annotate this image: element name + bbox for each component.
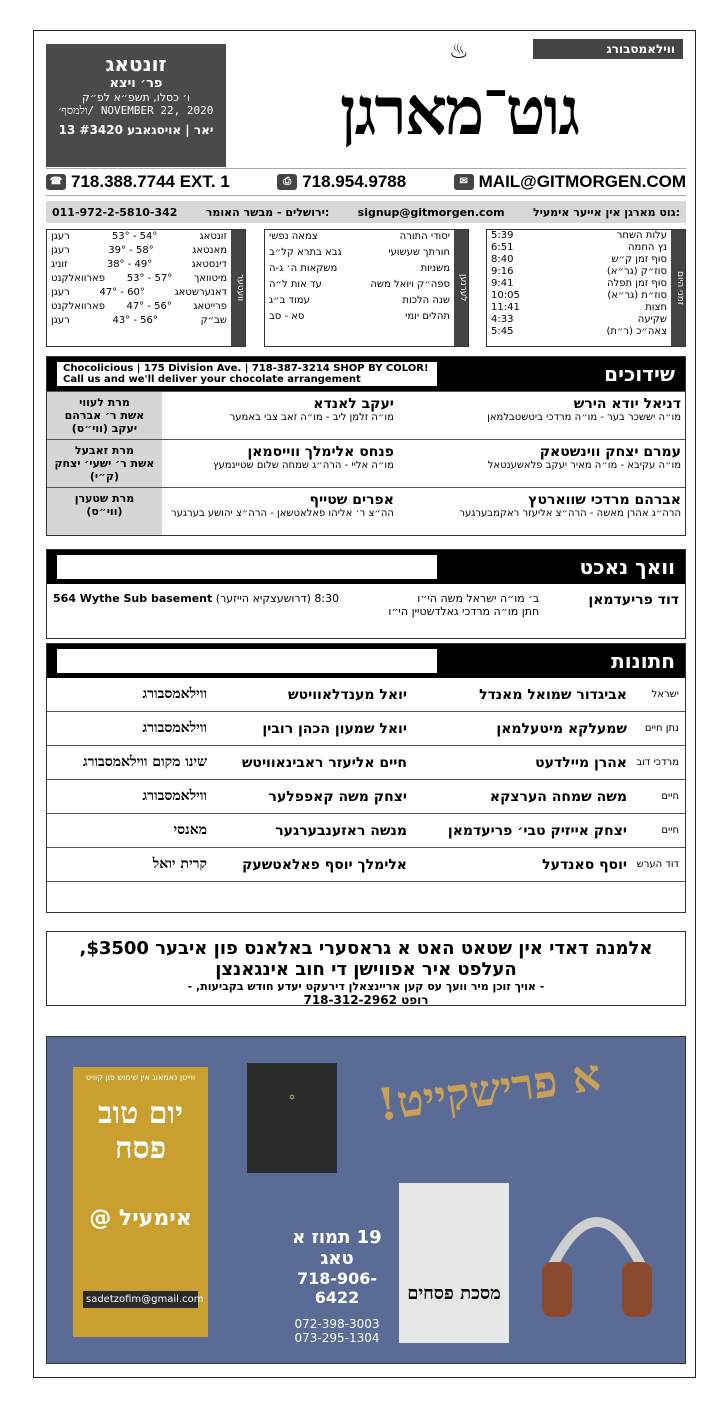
- zman-time: 6:51: [491, 242, 514, 253]
- learning-item: יסודי התורה: [399, 231, 450, 242]
- zmanim-row: [487, 230, 685, 242]
- zman-time: 4:33: [491, 314, 514, 325]
- zman-label: צאה״כ (ר״ת): [606, 326, 667, 337]
- shadchan-name: מרת לעווי: [79, 396, 130, 409]
- section-title: וואך נאכט: [579, 555, 675, 579]
- shadchan-note: אשת ר׳ ישעי׳ יצחק (ק״י): [54, 457, 155, 483]
- zmanim-row: [487, 266, 685, 278]
- israel-number[interactable]: 011-972-2-5810-342: [52, 205, 178, 219]
- chasuna-place: שינו מקום ווילאמסבורג: [82, 754, 207, 770]
- section-title: שידוכים: [604, 362, 675, 386]
- chasuna-chosson: אביגדור שמואל מאנדל: [479, 686, 627, 703]
- phone-contact[interactable]: [46, 172, 230, 192]
- masthead-logo: גוט־מארגן: [339, 72, 579, 150]
- weather-temp: 54° - 53°: [111, 231, 158, 242]
- weather-cond: פארוואלקנט: [51, 301, 105, 312]
- shidduch-row: [47, 439, 685, 487]
- zmanim-row: [487, 278, 685, 290]
- newspaper-page: [33, 30, 696, 1378]
- zman-label: חצות: [645, 302, 667, 313]
- weather-day: פרייטאג: [193, 301, 227, 312]
- english-date: NOVEMBER 22, 2020 /ולמסף׳: [58, 104, 214, 117]
- chasuna-kallah: יצחק משה קאפפלער: [268, 788, 407, 805]
- learning-item: משניות: [420, 263, 450, 274]
- israel-label: ירושלים - מבשר האומר:: [205, 205, 330, 219]
- israel-phone2[interactable]: 073-295-1304: [294, 1331, 380, 1345]
- zman-label: סוז״ת (גר״א): [607, 290, 667, 301]
- chasuna-grandparent: דוד הערש: [636, 859, 679, 870]
- zman-label: סוף זמן ק״ש: [611, 254, 667, 265]
- weather-temp: 60° - 47°: [99, 287, 145, 298]
- chasuna-grandparent: חיים: [661, 825, 679, 836]
- city-name: ווילאמסבורג: [606, 42, 675, 56]
- info-panels: [46, 229, 686, 347]
- zmanim-tab: זמני היום: [671, 230, 685, 346]
- vach-row: [47, 584, 685, 626]
- chasuna-grandparent: נתן חיים: [644, 723, 679, 734]
- signup-bar: [46, 201, 686, 223]
- kallah-family: מו״ה זלמן ליב - מו״ה זאב צבי באמער: [229, 412, 394, 423]
- vach-header: [47, 550, 685, 584]
- learning-item: שנה הלכות: [402, 295, 450, 306]
- zman-label: סוז״ק (גר״א): [606, 266, 667, 277]
- city-banner: [533, 39, 683, 59]
- shidduchim-section: [46, 356, 686, 536]
- email-contact[interactable]: [454, 172, 686, 192]
- learning-value: סא - סב: [269, 311, 305, 322]
- ad-date: 19 תמוז א טאג: [292, 1227, 382, 1269]
- learning-row: [265, 278, 468, 294]
- chocolicious-ad: Chocolicious | 175 Division Ave. | 718-387-3214 SHOP BY COLOR! Call us and we'll deliver your chocolate arrangement: [57, 362, 437, 386]
- chasuna-grandparent: מרדכי דוב: [636, 757, 679, 768]
- weather-row: [47, 244, 245, 258]
- notice-phone[interactable]: רופט 718-312-2962: [303, 993, 429, 1007]
- weather-day: מאנטאג: [192, 245, 227, 256]
- email-icon: ✉: [454, 174, 474, 190]
- notice-line2: העלפט איר אפווישן די חוב אינגאנצן: [215, 959, 517, 980]
- chosson-name: דניאל יודא הירש: [573, 396, 681, 412]
- weather-temp: 56° - 47°: [126, 301, 172, 312]
- shadchan-note: (ווי״ס): [86, 505, 123, 518]
- ad-phone[interactable]: 718-906-6422: [296, 1269, 378, 1307]
- chasuna-row: [47, 746, 685, 780]
- zman-time: 11:41: [491, 302, 520, 313]
- charity-notice: [46, 931, 686, 1006]
- zmanim-row: [487, 254, 685, 266]
- chasuna-row: [47, 814, 685, 848]
- chasuna-chosson: יוסף סאנדעל: [542, 856, 627, 873]
- kallah-name: אפרים שטייף: [309, 492, 394, 508]
- chasuna-place: ווילאמסבורג: [142, 720, 207, 736]
- rabbi-poster: ✡: [247, 1063, 337, 1173]
- learning-tab: לערנען: [454, 230, 468, 346]
- kallah-name: פנחס אלימלך ווייסמאן: [247, 444, 394, 460]
- notice-line3: - אויך זוכן מיר וועך עס קען אריינצאלן דירעקט יעדע חודש בקביעות, -: [187, 980, 545, 993]
- fax-number: 718.954.9788: [302, 172, 407, 191]
- chosson-family: מו״ה עקיבא - מו״ה מאיר יעקב פלאשענטאל: [487, 460, 681, 471]
- chasuna-row: [47, 780, 685, 814]
- chasuna-kallah: מנשה ראזענבערגער: [275, 822, 407, 839]
- zmanim-row: [487, 242, 685, 254]
- zman-time: 9:16: [491, 266, 514, 277]
- weather-row: [47, 314, 245, 328]
- chasuna-place: קרית יואל: [152, 856, 207, 872]
- phone-icon: ☎: [46, 174, 66, 190]
- zman-label: שקיעה: [637, 314, 667, 325]
- chasuna-row: [47, 712, 685, 746]
- weather-temp: 56° - 43°: [112, 315, 158, 326]
- learning-value: עמוד ב״ג: [269, 295, 310, 306]
- weather-temp: 49° - 38°: [106, 259, 153, 270]
- learning-value: גבא בתרא קל״ב: [269, 247, 342, 258]
- weather-row: [47, 230, 245, 244]
- weather-row: [47, 300, 245, 314]
- chosson-name: עמרם יצחק ווינשטאק: [539, 444, 681, 460]
- kallah-family: הה״צ ר׳ אליהו פאלאטשאן - הרה״צ יהושע בערגער: [171, 508, 394, 519]
- vach-name: דוד פריעדמאן: [588, 592, 679, 608]
- shidduch-row: [47, 487, 685, 535]
- weather-temp: 57° - 53°: [126, 273, 173, 284]
- weather-row: [47, 286, 245, 300]
- kallah-cell: [162, 488, 398, 535]
- blank-box: [57, 649, 437, 673]
- parsha-label: פר׳ ויצא: [109, 76, 163, 91]
- weather-cond: רעגן: [51, 287, 70, 298]
- learning-row: [265, 230, 468, 246]
- notice-line1: אלמנה דאדי אין שטאט האט א גראסערי באלאנס פון איבער $3500,: [79, 938, 653, 959]
- learning-item: תהלים יומי: [405, 311, 450, 322]
- chasuna-grandparent: חיים: [661, 791, 679, 802]
- weather-tab: וועטער: [231, 230, 245, 346]
- vach-father: ב׳ מו״ה ישראל משה הי״ו חתן מו״ה מרדכי גאלדשטיין הי״ו: [388, 592, 540, 618]
- learning-item: חורתך שעשועי: [388, 247, 450, 258]
- fax-contact[interactable]: [277, 172, 406, 192]
- shadchan-cell: [47, 392, 162, 439]
- phone-number: 718.388.7744 EXT. 1: [71, 172, 230, 191]
- shadchan-cell: [47, 440, 162, 487]
- chasuna-chosson: משה שמחה הערצקא: [489, 788, 627, 805]
- weather-day: שב״ק: [200, 315, 227, 326]
- weather-cond: זוניג: [51, 259, 68, 270]
- fax-icon: ⎙: [277, 174, 297, 190]
- learning-item: ספה״ק ויואל משה: [370, 279, 450, 290]
- chasunos-section: [46, 643, 686, 913]
- learning-panel: [264, 229, 469, 347]
- main-title: א פרישקייט!: [374, 1049, 604, 1132]
- headphones-icon: [537, 1187, 657, 1327]
- chasuna-kallah: אלימלך יוסף פאלאטשעק: [242, 856, 407, 873]
- zmanim-row: [487, 326, 685, 338]
- learning-value: צמאה נפשי: [269, 231, 318, 242]
- chasuna-row: [47, 678, 685, 712]
- weather-day: דינסטאג: [191, 259, 227, 270]
- weather-panel: [46, 229, 246, 347]
- steam-icon: ♨: [449, 39, 469, 64]
- chasuna-place: ווילאמסבורג: [142, 686, 207, 702]
- zman-time: 9:41: [491, 278, 514, 289]
- chosson-cell: [398, 488, 685, 535]
- zmanim-row: [487, 314, 685, 326]
- signup-email[interactable]: signup@gitmorgen.com: [357, 205, 505, 219]
- chosson-family: מו״ה יששכר בער - מו״ה מרדכי ביטשטבלמאן: [487, 412, 681, 423]
- learning-value: משקאות ה׳ ג-ה: [269, 263, 338, 274]
- weather-cond: רעגן: [51, 231, 70, 242]
- israel-phone1[interactable]: 072-398-3003: [294, 1317, 380, 1331]
- booklet-panel: [399, 1183, 509, 1343]
- zman-time: 8:40: [491, 254, 514, 265]
- hebrew-date: ו׳ כסלו, תשפ״א לפ״ק: [81, 91, 191, 104]
- chasuna-place: מאנסי: [173, 822, 207, 838]
- chosson-cell: [398, 392, 685, 439]
- zman-time: 5:45: [491, 326, 514, 337]
- shadchan-name: מרת שטערן: [74, 492, 135, 505]
- shadchan-name: מרת זאבעל: [74, 444, 134, 457]
- contact-bar: [46, 168, 686, 196]
- issue-label: 13 יאר | אויסגאבע #3420: [58, 123, 214, 137]
- chosson-cell: [398, 440, 685, 487]
- chasuna-row: [47, 848, 685, 882]
- vach-nacht-section: [46, 549, 686, 639]
- kallah-cell: [162, 392, 398, 439]
- chasuna-chosson: יצחק אייזיק טבי׳ פריעדמאן: [447, 822, 627, 839]
- weather-temp: 58° - 39°: [108, 245, 154, 256]
- gold-panel: [73, 1067, 208, 1337]
- learning-value: עד אות ל״ה: [269, 279, 322, 290]
- weather-row: [47, 272, 245, 286]
- chasunos-header: [47, 644, 685, 678]
- phone-column: [282, 1187, 392, 1345]
- zmanim-row: [487, 290, 685, 302]
- pesach-advertisement: [46, 1036, 686, 1364]
- chasuna-kallah: יואל שמעון הכהן רובין: [262, 720, 407, 737]
- gold-top-text: ווייטן נאמאוג אין שימוש פון קוויט: [85, 1073, 196, 1082]
- vach-place: 564 Wythe Sub basement (דרושעצקיא הייזער) 8:30: [53, 592, 340, 605]
- weather-row: [47, 258, 245, 272]
- weather-cond: רעגן: [51, 315, 70, 326]
- zman-label: נץ החמה: [628, 242, 667, 253]
- chasuna-chosson: אהרן מיילדעט: [535, 754, 627, 771]
- kallah-name: יעקב לאנדא: [313, 396, 394, 412]
- learning-row: [265, 262, 468, 278]
- weather-day: דאנערשטאג: [174, 287, 227, 298]
- chasuna-chosson: שמעלקא מיטעלמאן: [496, 720, 627, 737]
- learning-row: [265, 310, 468, 326]
- section-title: חתונות: [611, 649, 675, 673]
- email-address: MAIL@GITMORGEN.COM: [478, 172, 686, 191]
- gold-title: יום טוב פסח: [98, 1096, 183, 1166]
- day-label: זונטאג: [105, 52, 167, 76]
- zman-label: סוף זמן תפלה: [607, 278, 667, 289]
- shadchan-note: אשת ר׳ אברהם יעקב (ווי״ס): [64, 409, 145, 435]
- learning-row: [265, 294, 468, 310]
- zman-label: עלות השחר: [616, 230, 667, 241]
- gold-email-label: אימעיל @: [89, 1206, 192, 1231]
- chasuna-grandparent: ישראל: [651, 689, 679, 700]
- date-box: [46, 44, 226, 167]
- zmanim-row: [487, 302, 685, 314]
- booklet-title: מסכת פסחים: [407, 1283, 501, 1304]
- chasuna-place: ווילאמסבורג: [142, 788, 207, 804]
- kallah-cell: [162, 440, 398, 487]
- shidduch-row: [47, 391, 685, 439]
- learning-row: [265, 246, 468, 262]
- kallah-family: מו״ה אליי - הרה״ג שמחה שלום שטיינמעץ: [213, 460, 394, 471]
- chasuna-kallah: יואל מענדלאוויטש: [287, 686, 407, 703]
- zmanim-panel: [486, 229, 686, 347]
- gold-email[interactable]: sadetzofim@gmail.com: [83, 1291, 198, 1308]
- weather-day: מיטוואך: [193, 273, 227, 284]
- weather-day: זונטאג: [199, 231, 227, 242]
- shadchan-cell: [47, 488, 162, 535]
- chosson-name: אברהם מרדכי שווארטץ: [528, 492, 681, 508]
- chosson-family: הרה״ג אהרן מאשה - הרה״צ אליעזר ראקמבערגער: [459, 508, 681, 519]
- blank-box: [57, 555, 437, 579]
- signup-label: גוט מארגן אין אייער אימעיל:: [532, 205, 680, 219]
- weather-cond: רעגן: [51, 245, 70, 256]
- zman-time: 10:05: [491, 290, 520, 301]
- chasuna-kallah: חיים אליעזר ראבינאוויטש: [241, 754, 407, 771]
- weather-cond: פארוואלקנט: [51, 273, 105, 284]
- shidduchim-header: [47, 357, 685, 391]
- zman-time: 5:39: [491, 230, 514, 241]
